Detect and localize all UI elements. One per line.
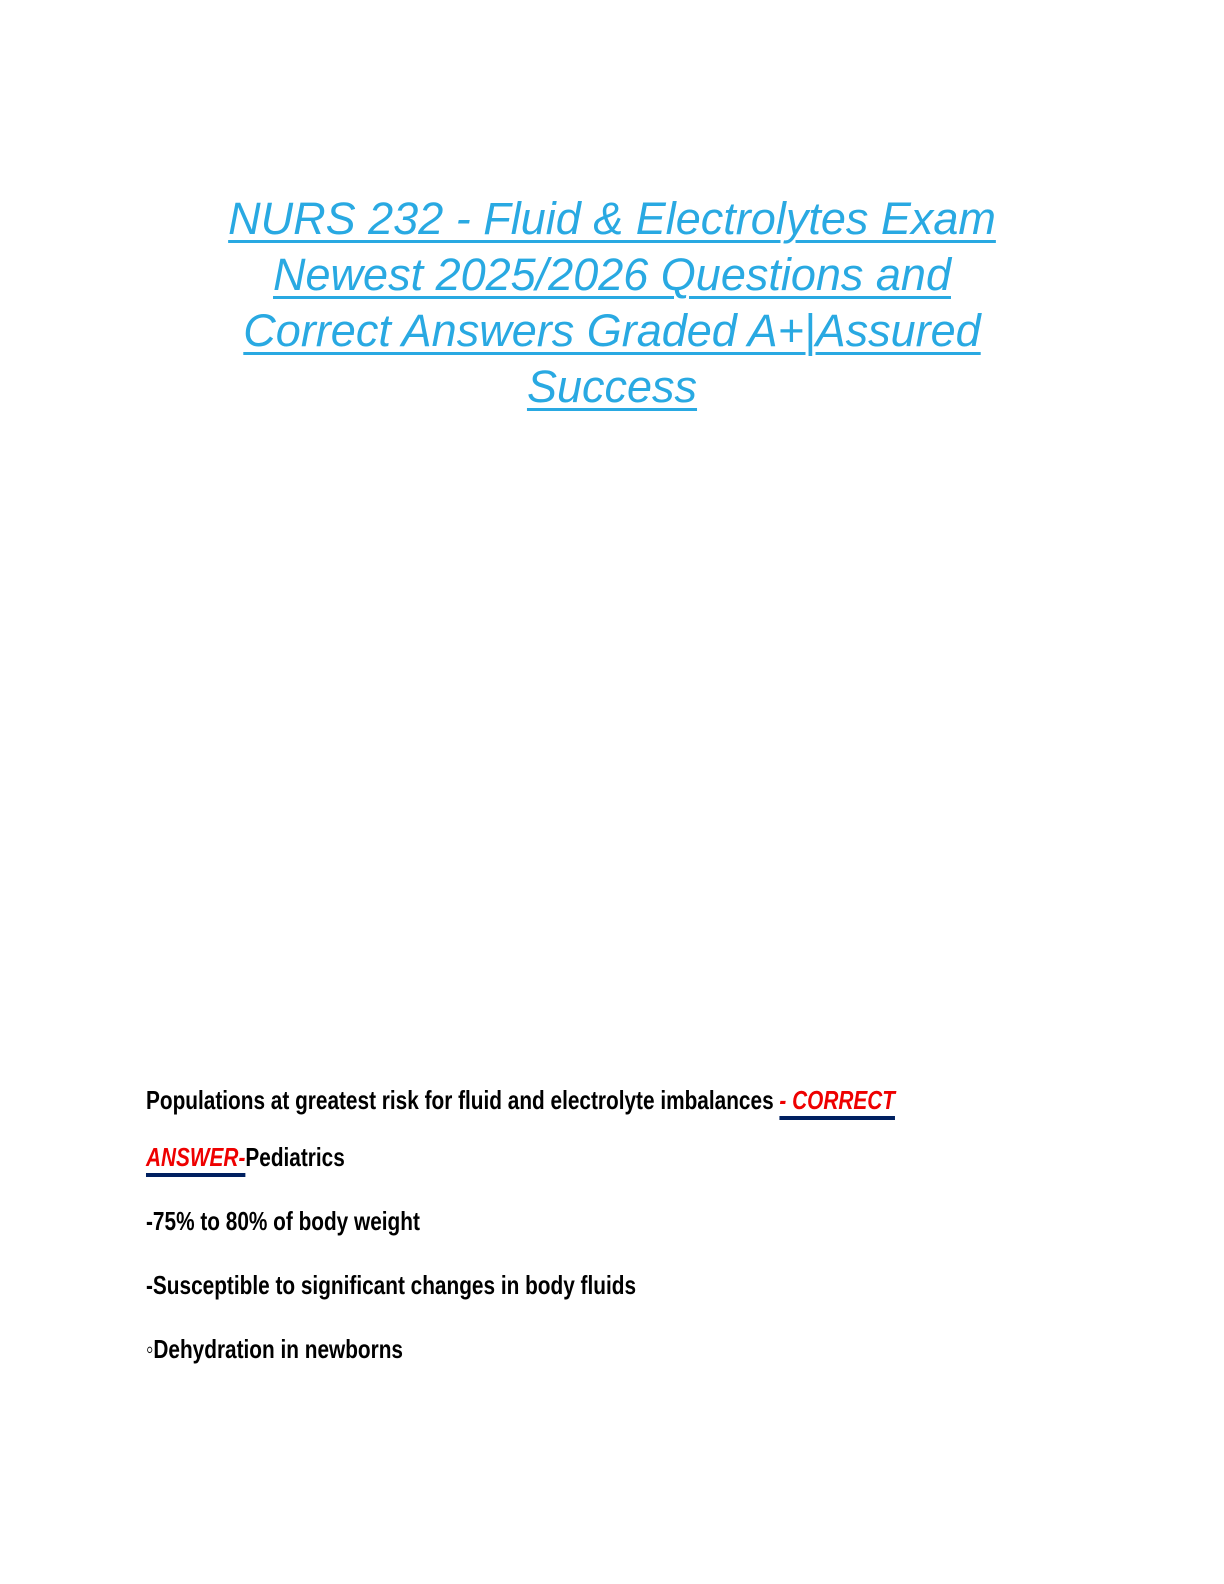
title-line-3: Correct Answers Graded A+|Assured [243, 305, 981, 356]
correct-answer-marker-line1: - CORRECT [779, 1085, 895, 1115]
answer-text: Pediatrics [245, 1142, 345, 1172]
document-body [146, 1072, 1144, 1385]
question-text: Populations at greatest risk for fluid and electrolyte imbalances [146, 1085, 780, 1115]
title-line-4: Success [526, 361, 698, 412]
correct-answer-marker-line2: ANSWER- [146, 1142, 246, 1172]
detail-line: -Susceptible to significant changes in body fluids [146, 1270, 637, 1300]
question-answer-paragraph [146, 1072, 944, 1186]
document-title [144, 191, 1080, 415]
title-line-2: Newest 2025/2026 Questions and [273, 249, 951, 300]
detail-line: -75% to 80% of body weight [146, 1206, 420, 1236]
detail-line: ◦Dehydration in newborns [146, 1334, 403, 1364]
title-line-1: NURS 232 - Fluid & Electrolytes Exam [228, 193, 996, 244]
